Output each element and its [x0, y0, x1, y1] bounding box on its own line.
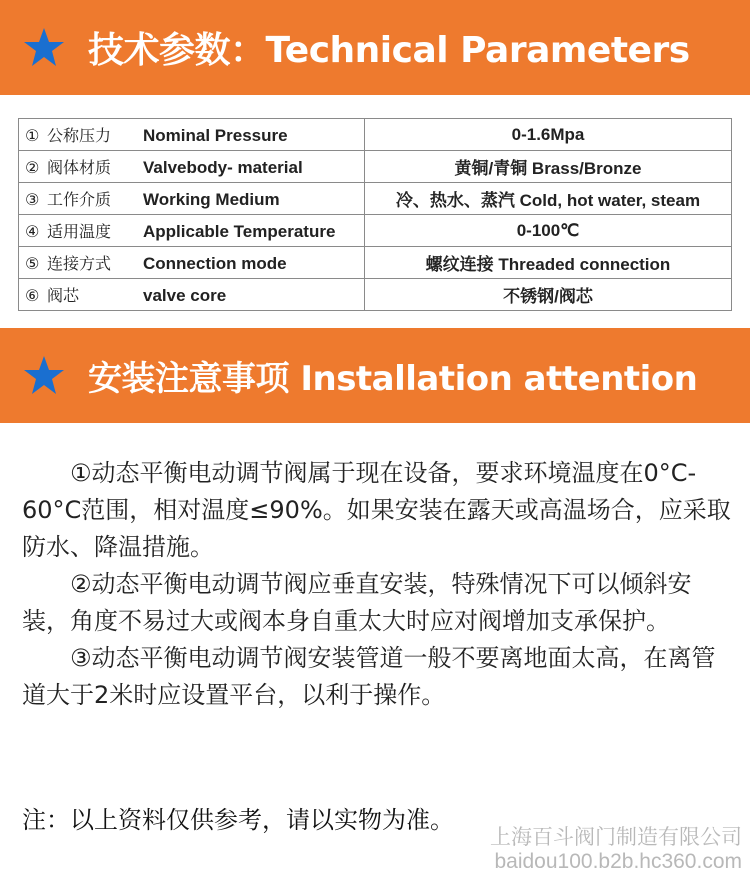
param-label-en: Applicable Temperature [143, 222, 336, 241]
table-row [19, 119, 732, 151]
param-label-en: Nominal Pressure [143, 126, 288, 145]
table-row [19, 183, 732, 215]
installation-attention-banner [0, 328, 750, 423]
param-value: 冷、热水、蒸汽 Cold, hot water, steam [365, 183, 732, 215]
param-label-zh: 公称压力 [47, 126, 112, 145]
param-label-en: valve core [143, 286, 227, 305]
installation-instructions [22, 455, 732, 714]
row-number: ① [25, 126, 40, 145]
param-label-en: Working Medium [143, 190, 280, 209]
param-value: 0-1.6Mpa [365, 119, 732, 151]
instruction-paragraph: ②动态平衡电动调节阀应垂直安装，特殊情况下可以倾斜安装，角度不易过大或阀本身自重太大时应对阀增加支承保护。 [22, 570, 692, 635]
table-row [19, 151, 732, 183]
disclaimer-note: 注：以上资料仅供参考，请以实物为准。 [22, 806, 454, 834]
watermark [490, 826, 742, 874]
row-number: ④ [25, 222, 40, 241]
row-number: ⑤ [25, 254, 40, 273]
param-label-zh: 适用温度 [47, 222, 112, 241]
param-label-en: Valvebody- material [143, 158, 303, 177]
table-row [19, 215, 732, 247]
param-value: 黄铜/青铜 Brass/Bronze [365, 151, 732, 183]
technical-parameters-banner [0, 0, 750, 95]
table-row [19, 279, 732, 311]
row-number: ⑥ [25, 286, 40, 305]
instruction-paragraph: ③动态平衡电动调节阀安装管道一般不要离地面太高，在离管道大于2米时应设置平台，以利于操作。 [22, 644, 716, 709]
row-number: ③ [25, 190, 40, 209]
parameters-table [18, 118, 732, 311]
section-title: 技术参数：Technical Parameters [88, 30, 690, 71]
param-value: 0-100℃ [365, 215, 732, 247]
param-value: 螺纹连接 Threaded connection [365, 247, 732, 279]
section-title: 安装注意事项 Installation attention [88, 359, 698, 399]
param-label-zh: 工作介质 [47, 190, 112, 209]
param-value: 不锈钢/阀芯 [365, 279, 732, 311]
row-number: ② [25, 158, 40, 177]
param-label-en: Connection mode [143, 254, 287, 273]
instruction-paragraph: ①动态平衡电动调节阀属于现在设备，要求环境温度在0°C-60°C范围，相对温度≤90%。如果安装在露天或高温场合，应采取防水、降温措施。 [22, 459, 731, 561]
param-label-zh: 阀体材质 [47, 158, 112, 177]
param-label-zh: 连接方式 [47, 254, 112, 273]
star-icon [22, 354, 66, 398]
star-icon [22, 26, 66, 70]
watermark-site: baidou100.b2b.hc360.com [494, 850, 742, 873]
param-label-zh: 阀芯 [47, 286, 80, 305]
watermark-company: 上海百斗阀门制造有限公司 [490, 826, 742, 849]
table-row [19, 247, 732, 279]
